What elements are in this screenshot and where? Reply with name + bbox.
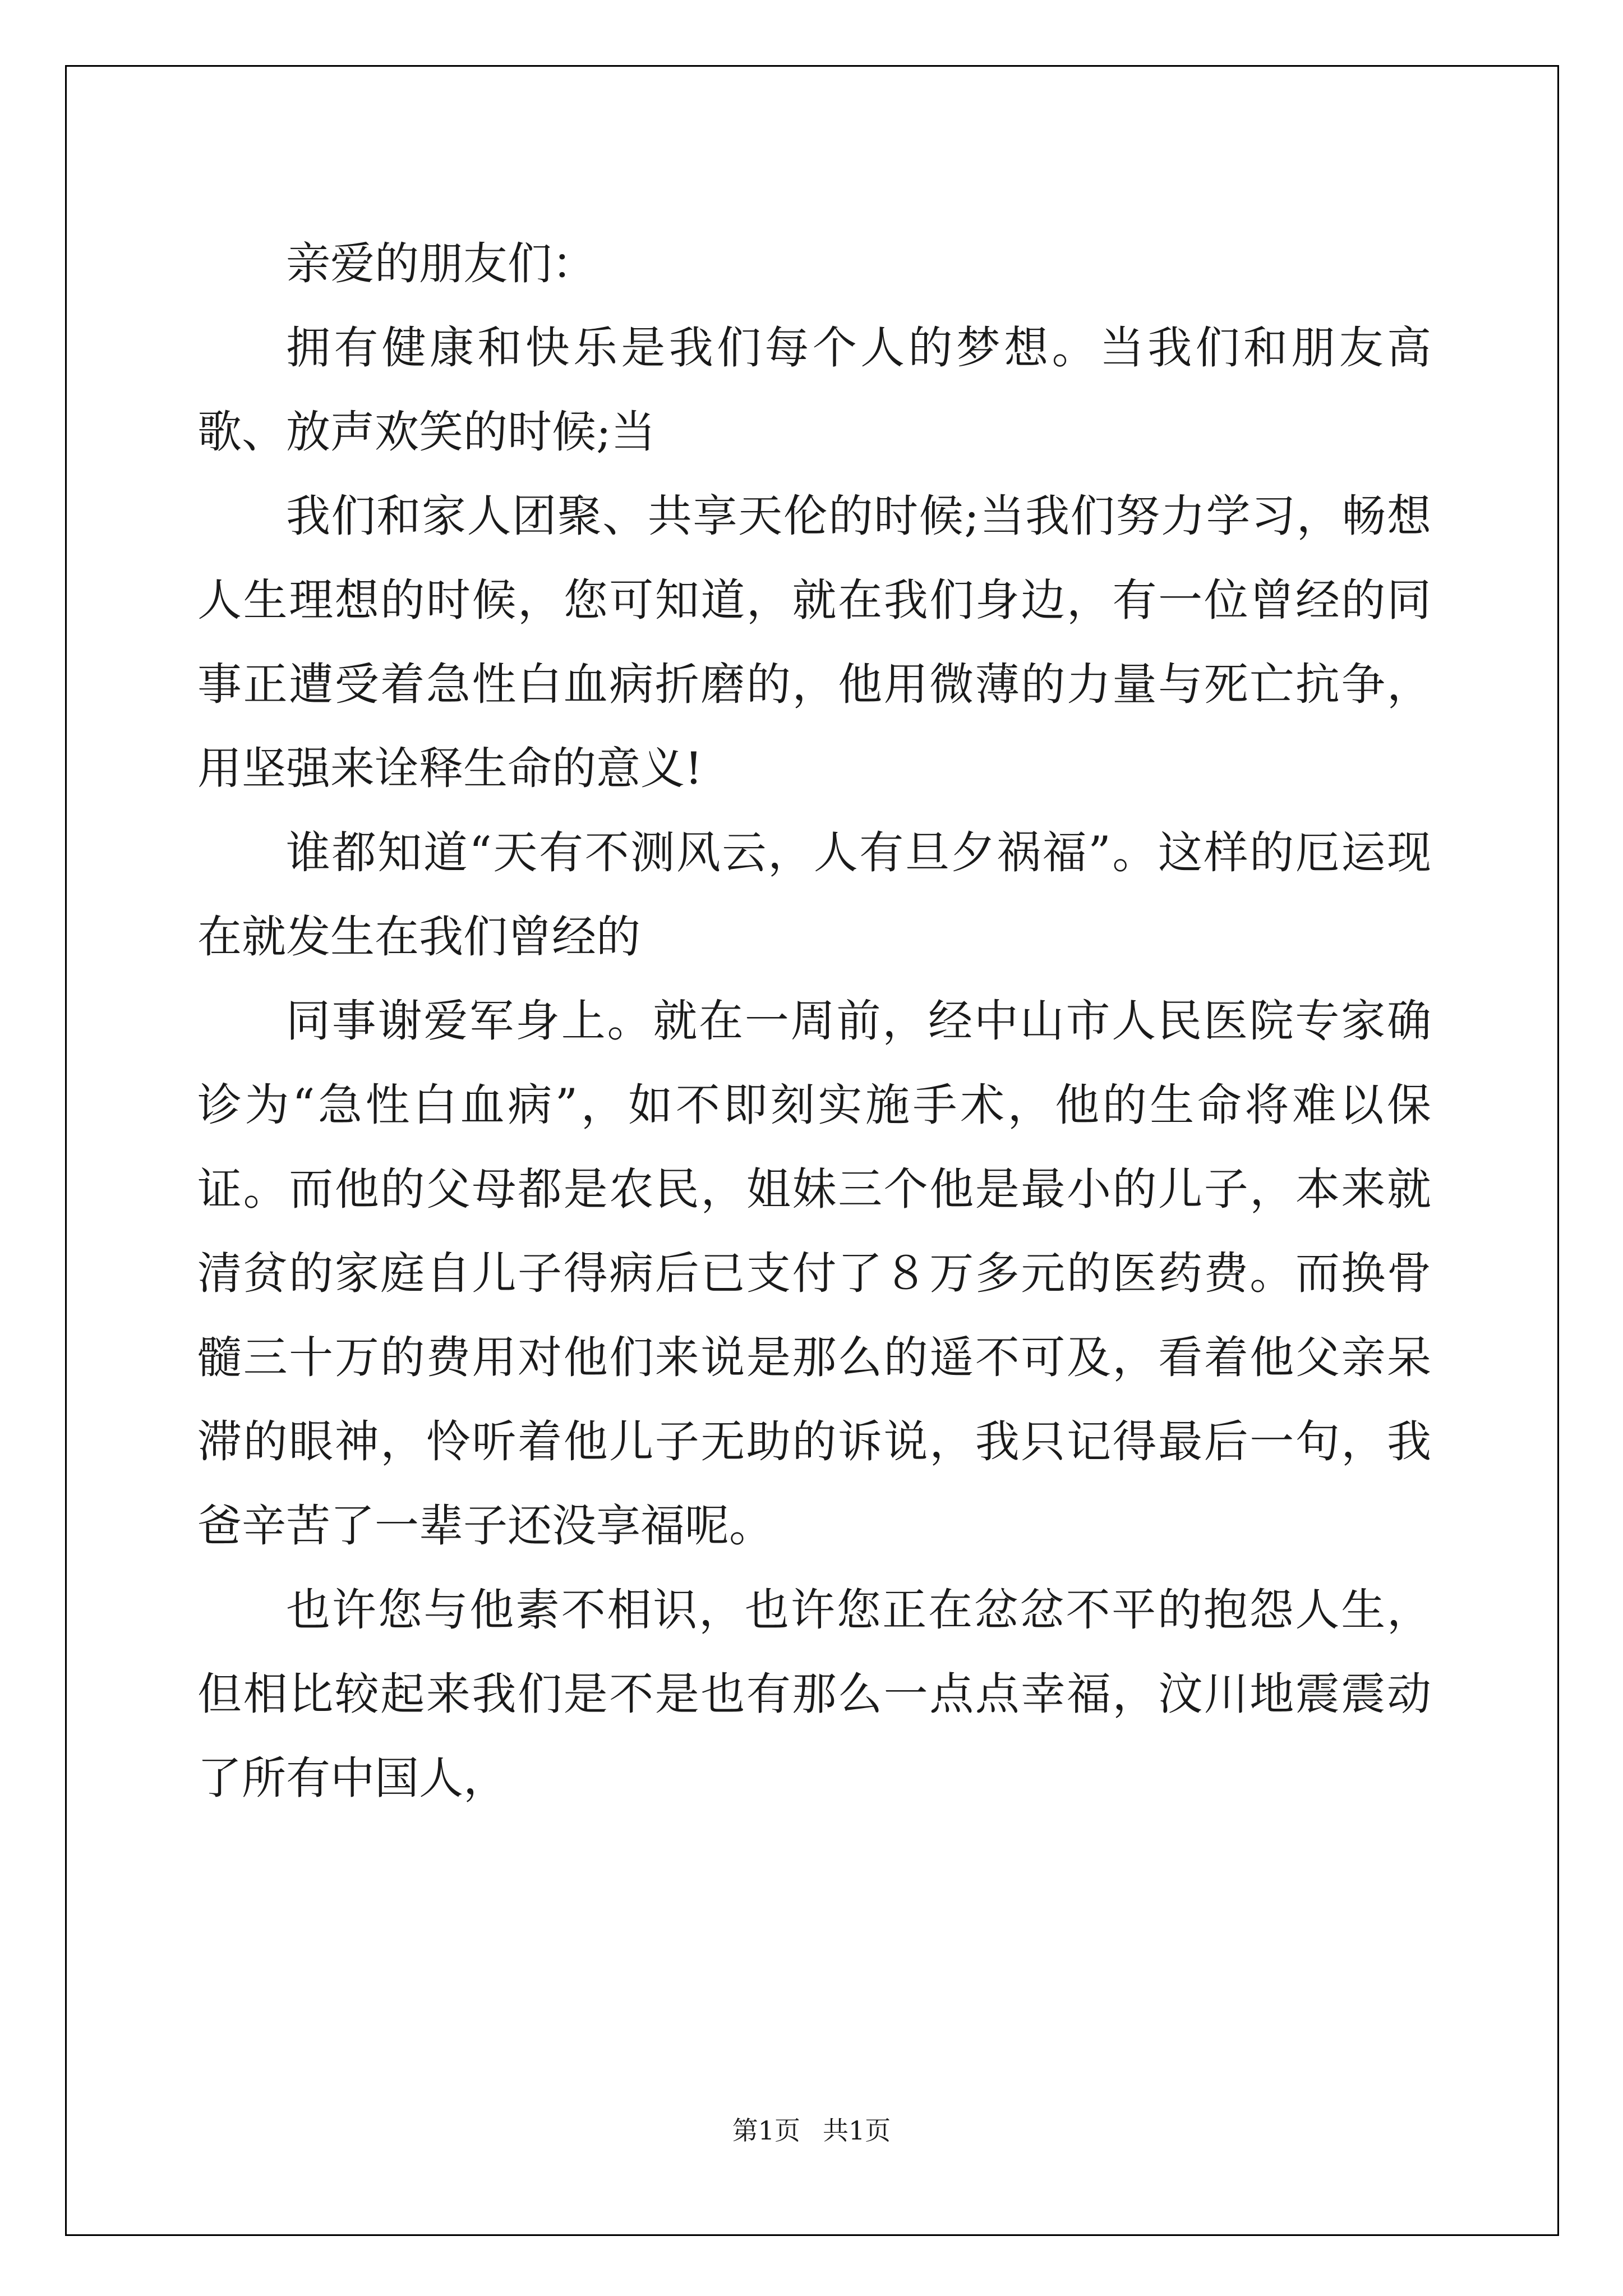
paragraph: 谁都知道“天有不测风云，人有旦夕祸福”。这样的厄运现在就发生在我们曾经的 [197, 827, 1431, 963]
letter-greeting: 亲爱的朋友们： [286, 238, 596, 289]
page-number: 第1页 [732, 2115, 800, 2146]
letter-body [197, 222, 1431, 1820]
page-total: 共1页 [823, 2115, 891, 2146]
paragraph: 我们和家人团聚、共享天伦的时候;当我们努力学习，畅想人生理想的时候，您可知道，就在我们身边，有一位曾经的同事正遭受着急性白血病折磨的，他用微薄的力量与死亡抗争，用坚强来诠释生命的意义! [197, 490, 1431, 794]
paragraph: 拥有健康和快乐是我们每个人的梦想。当我们和朋友高歌、放声欢笑的时候;当 [197, 322, 1431, 458]
page-number-footer [0, 2114, 1623, 2147]
paragraph: 同事谢爱军身上。就在一周前，经中山市人民医院专家确诊为“急性白血病”，如不即刻实施手术，他的生命将难以保证。而他的父母都是农民，姐妹三个他是最小的儿子，本来就清贫的家庭自儿子得病后已支付了８万多元的医药费。而换骨髓三十万的费用对他们来说是那么的遥不可及，看着他父亲呆滞的眼神，怜听着他儿子无助的诉说，我只记得最后一句，我爸辛苦了一辈子还没享福呢。 [197, 995, 1431, 1552]
paragraph: 也许您与他素不相识，也许您正在忿忿不平的抱怨人生，但相比较起来我们是不是也有那么一点点幸福，汶川地震震动了所有中国人， [197, 1584, 1431, 1804]
